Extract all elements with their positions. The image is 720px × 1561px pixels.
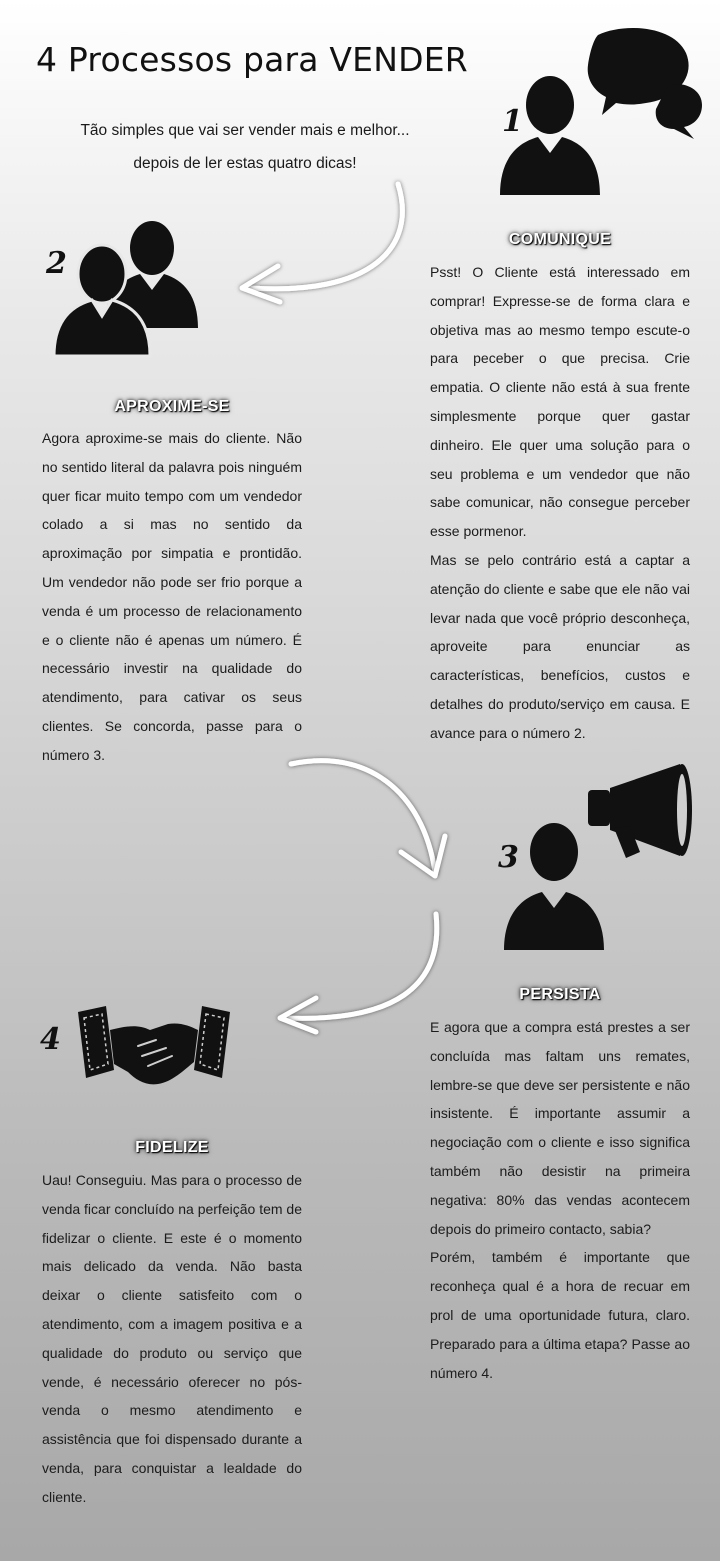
step-2-paragraph-1: Agora aproxime-se mais do cliente. Não no sentido literal da palavra pois ninguém quer ficar muito tempo com um vendedor colado a si mas no sentido da aproximação por simpatia e prontidão. Um vendedor não pode ser frio porque a venda é um processo de relacionamento e o cliente não é apenas um número. É necessário investir na qualidade do atendimento, para cativar os seus clientes. Se concorda, passe para o número 3.: [42, 430, 302, 763]
arrow-1-to-2-icon: [230, 178, 420, 318]
subtitle-line-1: Tão simples que vai ser vender mais e melhor...: [80, 122, 410, 139]
step-4-paragraph-1: Uau! Conseguiu. Mas para o processo de venda ficar concluído na perfeição tem de fidelizar o cliente. E este é o momento mais delicado da venda. Não basta deixar o cliente satisfeito com o atendimento, com a imagem positiva e a qualidade do produto ou serviço que vende, é necessário oferecer no pós-venda o mesmo atendimento e assistência que foi dispensado durante a venda, para conquistar a lealdade do cliente.: [42, 1172, 302, 1505]
person-speech-bubble-icon: [498, 25, 708, 200]
two-people-icon: [52, 210, 200, 360]
step-3-number: 3: [498, 840, 519, 875]
handshake-icon: [76, 1000, 232, 1090]
step-4-heading: FIDELIZE: [135, 1139, 209, 1156]
step-4-number: 4: [40, 1022, 61, 1057]
step-2-number: 2: [46, 246, 67, 281]
arrow-3-to-4-icon: [272, 908, 452, 1038]
page-subtitle: [40, 114, 450, 180]
step-3-paragraph-2: Porém, também é importante que reconheça qual é a hora de recuar em prol de uma oportunidade futura, claro. Preparado para a última etapa? Passe ao número 4.: [430, 1249, 690, 1381]
step-1-heading: COMUNIQUE: [508, 231, 612, 248]
page-title: 4 Processos para VENDER: [36, 40, 468, 79]
step-1-paragraph-2: Mas se pelo contrário está a captar a atenção do cliente e sabe que ele não vai levar nada que você próprio desconheça, aproveite para enunciar as características, benefícios, custos e detalhes do produto/serviço em causa. E avance para o número 2.: [430, 551, 690, 741]
step-3-heading: PERSISTA: [519, 986, 601, 1003]
step-2-heading: APROXIME-SE: [114, 398, 230, 415]
person-megaphone-icon: [500, 760, 700, 960]
step-3-body: [430, 1013, 690, 1387]
step-1-number: 1: [502, 104, 523, 139]
step-4-body: [42, 1166, 302, 1512]
step-2-body: [42, 424, 302, 770]
step-3-paragraph-1: E agora que a compra está prestes a ser concluída mas faltam uns remates, lembre-se que deve ser persistente e não insistente. É importante assumir a negociação com o cliente e isso significa também não desistir na primeira negativa: 80% das vendas acontecem depois do primeiro contacto, sabia?: [430, 1019, 690, 1237]
subtitle-line-2: depois de ler estas quatro dicas!: [133, 155, 357, 172]
step-1-paragraph-1: Psst! O Cliente está interessado em comprar! Expresse-se de forma clara e objetiva mas ao mesmo tempo escute-o para peceber o que precisa. Crie empatia. O cliente não está à sua frente simplesmente porque quer gastar dinheiro. Ele quer uma solução para o seu problema e um vendedor que não sabe comunicar, não consegue perceber esse pormenor.: [430, 264, 690, 540]
arrow-2-to-3-icon: [285, 752, 455, 887]
step-1-body: [430, 258, 690, 748]
